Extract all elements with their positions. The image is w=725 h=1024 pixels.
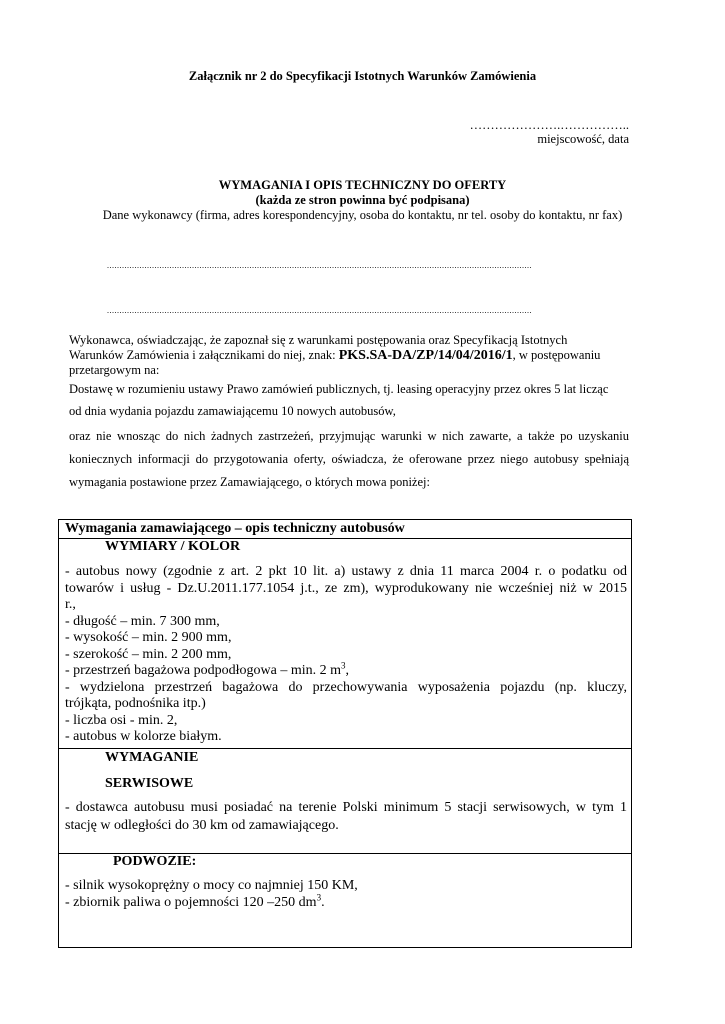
section-dimensions-heading: WYMIARY / KOLOR bbox=[105, 539, 241, 554]
procedure-code: PKS.SA-DA/ZP/14/04/2016/1 bbox=[338, 348, 513, 363]
luggage-unit-exponent: 3 bbox=[341, 660, 346, 671]
section-divider-1 bbox=[59, 748, 631, 749]
declaration-line-1: Wykonawca, oświadczając, że zapoznał się z warunkami postępowania oraz Specyfikacją Istotnych bbox=[69, 333, 568, 347]
subject-paragraph bbox=[69, 382, 629, 426]
equipment-space-line-1: - wydzielona przestrzeń bagażowa do przechowywania wyposażenia pojazdu (np. kluczy, bbox=[65, 679, 627, 695]
luggage-requirement-text: - przestrzeń bagażowa podpodłogowa – min. 2 m bbox=[65, 663, 342, 678]
engine-requirement: - silnik wysokoprężny o mocy co najmniej 150 KM, bbox=[65, 878, 358, 893]
luggage-requirement-end: , bbox=[345, 663, 350, 678]
service-line-2: stację w odległości do 30 km od zamawiającego. bbox=[65, 818, 339, 833]
place-date-dots: ………………….…………….. bbox=[469, 118, 629, 132]
width-requirement: - szerokość – min. 2 200 mm, bbox=[65, 646, 232, 662]
section-service-body bbox=[65, 800, 627, 836]
height-requirement: - wysokość – min. 2 900 mm, bbox=[65, 630, 232, 645]
fuel-tank-text: - zbiornik paliwa o pojemności 120 –250 dm bbox=[65, 894, 317, 910]
fuel-tank-requirement bbox=[65, 891, 627, 912]
section-chassis-body bbox=[65, 878, 627, 911]
document-title: WYMAGANIA I OPIS TECHNICZNY DO OFERTY bbox=[218, 178, 507, 192]
declaration-line-3: przetargowym na: bbox=[69, 363, 160, 377]
acceptance-line-2: koniecznych informacji do przygotowania oferty, oświadcza, że oferowane przez niego autobusy spełniają bbox=[69, 452, 629, 466]
section-chassis-heading: PODWOZIE: bbox=[113, 854, 197, 869]
declaration-intro bbox=[69, 333, 629, 378]
color-requirement: - autobus w kolorze białym. bbox=[65, 729, 222, 744]
fuel-tank-unit-exponent: 3 bbox=[316, 891, 322, 902]
subject-line-2: od dnia wydania pojazdu zamawiającemu 10 nowych autobusów, bbox=[69, 404, 396, 418]
section-service-heading-2: SERWISOWE bbox=[105, 776, 194, 791]
dimensions-line-1: - autobus nowy (zgodnie z art. 2 pkt 10 lit. a) ustawy z dnia 11 marca 2004 r. o podatku od bbox=[65, 564, 627, 579]
section-dimensions-body bbox=[65, 564, 627, 746]
luggage-requirement bbox=[65, 660, 627, 680]
place-date-label: miejscowość, data bbox=[537, 132, 629, 146]
axle-requirement: - liczba osi - min. 2, bbox=[65, 712, 178, 728]
section-service-heading-1: WYMAGANIE bbox=[105, 750, 199, 765]
equipment-space-line-2: trójkąta, podnośnika itp.) bbox=[65, 696, 206, 711]
fill-line-1: .......................................................................................................................................................................... bbox=[107, 261, 532, 270]
fill-line-2: .......................................................................................................................................................................... bbox=[107, 306, 532, 315]
document-subtitle: (każda ze stron powinna być podpisana) bbox=[255, 193, 470, 207]
declaration-line-2-start: Warunków Zamówienia i załącznikami do niej, znak: bbox=[69, 348, 339, 362]
requirements-table bbox=[58, 519, 632, 948]
subject-line-1: Dostawę w rozumieniu ustawy Prawo zamówień publicznych, tj. leasing operacyjny przez okres 5 lat licząc bbox=[69, 382, 609, 396]
table-title: Wymagania zamawiającego – opis techniczny autobusów bbox=[65, 521, 405, 536]
dimensions-line-3: r., bbox=[65, 597, 76, 612]
service-line-1: - dostawca autobusu musi posiadać na terenie Polski minimum 5 stacji serwisowych, w tym 1 bbox=[65, 800, 627, 815]
length-requirement: - długość – min. 7 300 mm, bbox=[65, 613, 220, 629]
fuel-tank-end: . bbox=[321, 894, 325, 910]
attachment-heading: Załącznik nr 2 do Specyfikacji Istotnych Warunków Zamówienia bbox=[188, 69, 537, 83]
acceptance-paragraph bbox=[69, 429, 629, 498]
acceptance-line-3: wymagania postawione przez Zamawiającego, o których mowa poniżej: bbox=[69, 475, 430, 489]
declaration-line-2-end: , w postępowaniu bbox=[512, 348, 601, 362]
acceptance-line-1: oraz nie wnosząc do nich żadnych zastrzeżeń, przyjmując warunki w nich zawarte, a także po uzyskaniu bbox=[69, 429, 629, 443]
dimensions-line-2: towarów i usług - Dz.U.2011.177.1054 j.t., ze zm), wyprodukowany nie wcześniej niż w 2015 bbox=[65, 580, 627, 596]
contractor-data-label: Dane wykonawcy (firma, adres korespondencyjny, osoba do kontaktu, nr tel. osoby do kontaktu, nr fax) bbox=[102, 208, 623, 222]
declaration-line-2 bbox=[69, 348, 629, 363]
